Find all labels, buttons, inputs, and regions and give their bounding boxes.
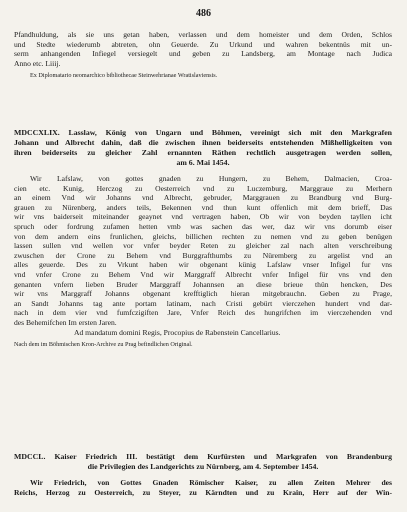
signature-line: Ad mandatum domini Regis, Procopius de Rabenstein Cancellarius. xyxy=(74,327,281,337)
document-1450 xyxy=(14,452,392,497)
text-line: vnd vnfer Crone zu Behem Vnd wir Marggraff Albrecht vnfer Infigel für vns vnd den xyxy=(14,269,392,279)
source-note: Ex Diplomatario neomarchico bibliothecae Steinwehrianae Wratislaviensis. xyxy=(30,72,218,80)
document-1449 xyxy=(14,128,392,350)
text-line: alles geuerde. Des zu Vrkunt haben wir obgenant künig Lafslaw vnser Infigel fur vns xyxy=(14,260,392,270)
text-line: und Stedte wiederumb abtreten, ohn Geuerde. Zu Urkund und wahren bekentnüs mit un- xyxy=(14,39,392,49)
text-line: lassen sullen vnd wellen vor vnfer beyder Reten zu gleicher zal nach alten verschreibung xyxy=(14,241,392,251)
top-text-block xyxy=(14,30,392,81)
document-body xyxy=(14,478,392,497)
heading-line: Johann und Albrecht dahin, daß die zwischen ihnen beiderseits entstehenden Mißhelligkeiten von xyxy=(14,138,392,147)
heading-line: die Privilegien des Landgerichts zu Nürnberg, am 4. September 1454. xyxy=(87,462,319,471)
heading-line: am 6. Mai 1454. xyxy=(176,158,230,167)
text-line: grauen zu Nürenberg, anders teils, Bekennen vnd thun kunt offenlich mit dem brieff, Das xyxy=(14,202,392,212)
text-line: des Behemifchen Im ersten Jaren. xyxy=(14,317,117,327)
text-line: genanten vnfern lieben Bruder Marggraff Johannsen an diese brieue thün hencken, Des xyxy=(14,279,392,289)
page-number: 486 xyxy=(196,8,211,19)
source-note: Nach dem im Böhmischen Kron-Archive zu Prag befindlichen Original. xyxy=(14,341,193,349)
text-line: an einem Vnd wir Johanns vnd Albrecht, gebruder, Marggrauen zu Brandburg vnd Burg- xyxy=(14,193,392,203)
text-line: von dem andern eins frunlichen, gleichs, billichen rechten zu nemen vnd zu geben benügen xyxy=(14,231,392,241)
text-line: spruch oder fordrung zufamen hetten vmb was sachen das wer, daz wir vns dorumb eiser xyxy=(14,221,392,231)
text-line: zwuschen der Crone zu Behem vnd Burggrafthumbs zu Nüremberg zu argelist vnd an xyxy=(14,250,392,260)
text-line: Anno etc. Liiij. xyxy=(14,58,61,68)
text-line: wir vns baiderseit miteinander geaynet vnd vertragen haben, Ob wir von beyden tayllen icht xyxy=(14,212,392,222)
document-body xyxy=(14,174,392,337)
text-line: cien etc. Kunig, Herczog zu Oesterreich vnd zu Luczemburg, Marggraue zu Merhern xyxy=(14,183,392,193)
heading-line: MDCCL. Kaiser Friedrich III. bestätigt dem Kurfürsten und Markgrafen von Brandenburg xyxy=(14,452,392,461)
text-line: an Sandt Johanns tag ante portam latinam, nach Cristi gebürt vierczehen hundert vnd dar- xyxy=(14,298,392,308)
heading-line: ihren beiderseits zu gleicher Zahl ernannten Räthen rechtlich ausgetragen werden sollen, xyxy=(14,148,392,157)
text-line: wir vns Marggraff Johanns obgenant krefftiglich hieran mitgebrauchn. Geben zu Prage, xyxy=(14,289,392,299)
text-line: Reichs, Herzog zu Oesterreich, zu Steyer, zu Kärndten und zu Krain, Herr auf der Win- xyxy=(14,487,392,497)
text-line: Wir Lafslaw, von gottes gnaden zu Hungern, zu Behem, Dalmacien, Croa- xyxy=(30,174,392,183)
text-line: Wir Friedrich, von Gottes Gnaden Römischer Kaiser, zu allen Zeiten Mehrer des xyxy=(30,478,392,487)
text-line: serm anhangenden Infiegel versiegelt und geben zu Landsberg, am Montage nach Judica xyxy=(14,49,392,59)
text-line: Pfandhuldung, als sie uns getan haben, verlassen und dem homeister und dem Orden, Schlos xyxy=(14,30,392,39)
document-heading xyxy=(14,128,392,168)
document-heading xyxy=(14,452,392,472)
text-line: nach in dem vier vnd fumfczigiften Jare, Vnfer Reich des hungrifchen im vierczehenden vnd xyxy=(14,308,392,318)
heading-line: MDCCXLIX. Lasslaw, König von Ungarn und Böhmen, vereinigt sich mit den Markgrafen xyxy=(14,128,392,137)
